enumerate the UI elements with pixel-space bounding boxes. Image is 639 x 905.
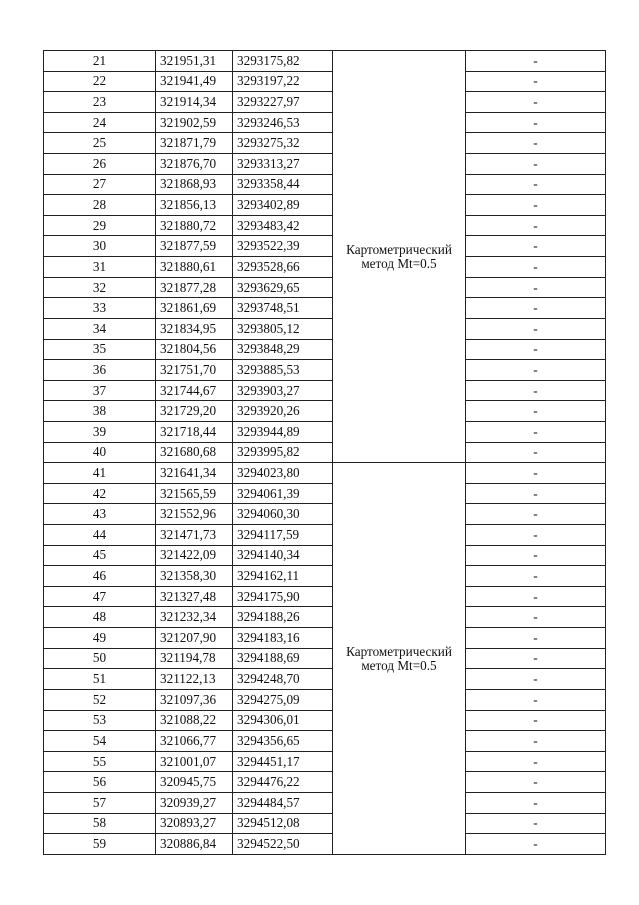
point-number-cell: 36 bbox=[44, 360, 156, 381]
y-coordinate-cell: 3294061,39 bbox=[233, 483, 333, 504]
table-row bbox=[44, 648, 606, 669]
x-coordinate-cell: 321422,09 bbox=[156, 545, 233, 566]
x-coordinate-cell: 321941,49 bbox=[156, 71, 233, 92]
point-number-cell: 33 bbox=[44, 298, 156, 319]
point-number-cell: 49 bbox=[44, 628, 156, 649]
y-coordinate-cell: 3294188,69 bbox=[233, 648, 333, 669]
note-cell: - bbox=[466, 71, 606, 92]
table-row bbox=[44, 195, 606, 216]
table-row bbox=[44, 380, 606, 401]
point-number-cell: 54 bbox=[44, 731, 156, 752]
x-coordinate-cell: 321751,70 bbox=[156, 360, 233, 381]
note-cell: - bbox=[466, 215, 606, 236]
note-cell: - bbox=[466, 586, 606, 607]
table-row bbox=[44, 669, 606, 690]
point-number-cell: 39 bbox=[44, 421, 156, 442]
note-cell: - bbox=[466, 51, 606, 72]
note-cell: - bbox=[466, 360, 606, 381]
point-number-cell: 41 bbox=[44, 463, 156, 484]
note-cell: - bbox=[466, 772, 606, 793]
note-cell: - bbox=[466, 607, 606, 628]
x-coordinate-cell: 321327,48 bbox=[156, 586, 233, 607]
point-number-cell: 35 bbox=[44, 339, 156, 360]
x-coordinate-cell: 321641,34 bbox=[156, 463, 233, 484]
table-row bbox=[44, 834, 606, 855]
x-coordinate-cell: 321194,78 bbox=[156, 648, 233, 669]
table-row bbox=[44, 51, 606, 72]
y-coordinate-cell: 3293358,44 bbox=[233, 174, 333, 195]
point-number-cell: 50 bbox=[44, 648, 156, 669]
point-number-cell: 52 bbox=[44, 689, 156, 710]
table-row bbox=[44, 360, 606, 381]
note-cell: - bbox=[466, 92, 606, 113]
measurement-method-cell: Картометрический метод Mt=0.5 bbox=[333, 51, 466, 463]
x-coordinate-cell: 321834,95 bbox=[156, 318, 233, 339]
point-number-cell: 47 bbox=[44, 586, 156, 607]
point-number-cell: 57 bbox=[44, 792, 156, 813]
point-number-cell: 40 bbox=[44, 442, 156, 463]
y-coordinate-cell: 3293402,89 bbox=[233, 195, 333, 216]
point-number-cell: 24 bbox=[44, 112, 156, 133]
y-coordinate-cell: 3293885,53 bbox=[233, 360, 333, 381]
x-coordinate-cell: 320939,27 bbox=[156, 792, 233, 813]
note-cell: - bbox=[466, 525, 606, 546]
x-coordinate-cell: 321552,96 bbox=[156, 504, 233, 525]
point-number-cell: 55 bbox=[44, 751, 156, 772]
point-number-cell: 23 bbox=[44, 92, 156, 113]
note-cell: - bbox=[466, 504, 606, 525]
table-row bbox=[44, 92, 606, 113]
point-number-cell: 30 bbox=[44, 236, 156, 257]
y-coordinate-cell: 3293903,27 bbox=[233, 380, 333, 401]
table-row bbox=[44, 628, 606, 649]
y-coordinate-cell: 3293246,53 bbox=[233, 112, 333, 133]
note-cell: - bbox=[466, 257, 606, 278]
x-coordinate-cell: 321876,70 bbox=[156, 154, 233, 175]
note-cell: - bbox=[466, 751, 606, 772]
note-cell: - bbox=[466, 195, 606, 216]
coordinates-table bbox=[43, 50, 606, 855]
point-number-cell: 28 bbox=[44, 195, 156, 216]
table-row bbox=[44, 318, 606, 339]
point-number-cell: 37 bbox=[44, 380, 156, 401]
note-cell: - bbox=[466, 813, 606, 834]
note-cell: - bbox=[466, 318, 606, 339]
y-coordinate-cell: 3293522,39 bbox=[233, 236, 333, 257]
note-cell: - bbox=[466, 112, 606, 133]
y-coordinate-cell: 3294451,17 bbox=[233, 751, 333, 772]
table-row bbox=[44, 813, 606, 834]
table-row bbox=[44, 421, 606, 442]
note-cell: - bbox=[466, 545, 606, 566]
point-number-cell: 29 bbox=[44, 215, 156, 236]
table-row bbox=[44, 71, 606, 92]
note-cell: - bbox=[466, 421, 606, 442]
point-number-cell: 26 bbox=[44, 154, 156, 175]
point-number-cell: 46 bbox=[44, 566, 156, 587]
point-number-cell: 59 bbox=[44, 834, 156, 855]
note-cell: - bbox=[466, 298, 606, 319]
note-cell: - bbox=[466, 401, 606, 422]
x-coordinate-cell: 321358,30 bbox=[156, 566, 233, 587]
table-row bbox=[44, 401, 606, 422]
coordinates-table-body bbox=[44, 51, 606, 855]
point-number-cell: 21 bbox=[44, 51, 156, 72]
point-number-cell: 58 bbox=[44, 813, 156, 834]
y-coordinate-cell: 3294060,30 bbox=[233, 504, 333, 525]
table-row bbox=[44, 731, 606, 752]
measurement-method-cell: Картометрический метод Mt=0.5 bbox=[333, 463, 466, 855]
x-coordinate-cell: 320893,27 bbox=[156, 813, 233, 834]
note-cell: - bbox=[466, 442, 606, 463]
y-coordinate-cell: 3294356,65 bbox=[233, 731, 333, 752]
table-row bbox=[44, 689, 606, 710]
x-coordinate-cell: 321856,13 bbox=[156, 195, 233, 216]
y-coordinate-cell: 3294117,59 bbox=[233, 525, 333, 546]
x-coordinate-cell: 320945,75 bbox=[156, 772, 233, 793]
point-number-cell: 34 bbox=[44, 318, 156, 339]
y-coordinate-cell: 3294275,09 bbox=[233, 689, 333, 710]
y-coordinate-cell: 3293805,12 bbox=[233, 318, 333, 339]
table-row bbox=[44, 257, 606, 278]
y-coordinate-cell: 3293275,32 bbox=[233, 133, 333, 154]
y-coordinate-cell: 3293528,66 bbox=[233, 257, 333, 278]
table-row bbox=[44, 298, 606, 319]
table-row bbox=[44, 710, 606, 731]
table-row bbox=[44, 792, 606, 813]
note-cell: - bbox=[466, 483, 606, 504]
x-coordinate-cell: 320886,84 bbox=[156, 834, 233, 855]
point-number-cell: 44 bbox=[44, 525, 156, 546]
point-number-cell: 53 bbox=[44, 710, 156, 731]
table-row bbox=[44, 483, 606, 504]
table-row bbox=[44, 545, 606, 566]
table-row bbox=[44, 174, 606, 195]
y-coordinate-cell: 3294140,34 bbox=[233, 545, 333, 566]
y-coordinate-cell: 3293995,82 bbox=[233, 442, 333, 463]
table-row bbox=[44, 525, 606, 546]
y-coordinate-cell: 3294188,26 bbox=[233, 607, 333, 628]
x-coordinate-cell: 321902,59 bbox=[156, 112, 233, 133]
x-coordinate-cell: 321122,13 bbox=[156, 669, 233, 690]
note-cell: - bbox=[466, 277, 606, 298]
y-coordinate-cell: 3294476,22 bbox=[233, 772, 333, 793]
y-coordinate-cell: 3294175,90 bbox=[233, 586, 333, 607]
x-coordinate-cell: 321097,36 bbox=[156, 689, 233, 710]
x-coordinate-cell: 321088,22 bbox=[156, 710, 233, 731]
y-coordinate-cell: 3294023,80 bbox=[233, 463, 333, 484]
note-cell: - bbox=[466, 236, 606, 257]
y-coordinate-cell: 3293848,29 bbox=[233, 339, 333, 360]
table-row bbox=[44, 504, 606, 525]
x-coordinate-cell: 321680,68 bbox=[156, 442, 233, 463]
y-coordinate-cell: 3293197,22 bbox=[233, 71, 333, 92]
point-number-cell: 48 bbox=[44, 607, 156, 628]
note-cell: - bbox=[466, 133, 606, 154]
x-coordinate-cell: 321565,59 bbox=[156, 483, 233, 504]
x-coordinate-cell: 321718,44 bbox=[156, 421, 233, 442]
point-number-cell: 22 bbox=[44, 71, 156, 92]
note-cell: - bbox=[466, 154, 606, 175]
y-coordinate-cell: 3293313,27 bbox=[233, 154, 333, 175]
point-number-cell: 27 bbox=[44, 174, 156, 195]
y-coordinate-cell: 3294522,50 bbox=[233, 834, 333, 855]
note-cell: - bbox=[466, 731, 606, 752]
note-cell: - bbox=[466, 380, 606, 401]
x-coordinate-cell: 321001,07 bbox=[156, 751, 233, 772]
y-coordinate-cell: 3293944,89 bbox=[233, 421, 333, 442]
table-row bbox=[44, 751, 606, 772]
x-coordinate-cell: 321207,90 bbox=[156, 628, 233, 649]
note-cell: - bbox=[466, 792, 606, 813]
x-coordinate-cell: 321951,31 bbox=[156, 51, 233, 72]
y-coordinate-cell: 3293920,26 bbox=[233, 401, 333, 422]
point-number-cell: 45 bbox=[44, 545, 156, 566]
x-coordinate-cell: 321880,72 bbox=[156, 215, 233, 236]
note-cell: - bbox=[466, 566, 606, 587]
point-number-cell: 32 bbox=[44, 277, 156, 298]
table-row bbox=[44, 463, 606, 484]
y-coordinate-cell: 3293483,42 bbox=[233, 215, 333, 236]
x-coordinate-cell: 321471,73 bbox=[156, 525, 233, 546]
x-coordinate-cell: 321744,67 bbox=[156, 380, 233, 401]
point-number-cell: 31 bbox=[44, 257, 156, 278]
note-cell: - bbox=[466, 174, 606, 195]
point-number-cell: 43 bbox=[44, 504, 156, 525]
y-coordinate-cell: 3294512,08 bbox=[233, 813, 333, 834]
y-coordinate-cell: 3293748,51 bbox=[233, 298, 333, 319]
table-row bbox=[44, 586, 606, 607]
table-row bbox=[44, 566, 606, 587]
point-number-cell: 51 bbox=[44, 669, 156, 690]
table-row bbox=[44, 133, 606, 154]
point-number-cell: 38 bbox=[44, 401, 156, 422]
table-row bbox=[44, 112, 606, 133]
y-coordinate-cell: 3294183,16 bbox=[233, 628, 333, 649]
table-row bbox=[44, 236, 606, 257]
x-coordinate-cell: 321880,61 bbox=[156, 257, 233, 278]
note-cell: - bbox=[466, 834, 606, 855]
y-coordinate-cell: 3294484,57 bbox=[233, 792, 333, 813]
y-coordinate-cell: 3294306,01 bbox=[233, 710, 333, 731]
table-row bbox=[44, 154, 606, 175]
x-coordinate-cell: 321729,20 bbox=[156, 401, 233, 422]
note-cell: - bbox=[466, 339, 606, 360]
table-row bbox=[44, 339, 606, 360]
y-coordinate-cell: 3294248,70 bbox=[233, 669, 333, 690]
table-row bbox=[44, 772, 606, 793]
x-coordinate-cell: 321232,34 bbox=[156, 607, 233, 628]
point-number-cell: 25 bbox=[44, 133, 156, 154]
x-coordinate-cell: 321877,59 bbox=[156, 236, 233, 257]
note-cell: - bbox=[466, 463, 606, 484]
note-cell: - bbox=[466, 669, 606, 690]
table-row bbox=[44, 607, 606, 628]
x-coordinate-cell: 321868,93 bbox=[156, 174, 233, 195]
x-coordinate-cell: 321861,69 bbox=[156, 298, 233, 319]
x-coordinate-cell: 321066,77 bbox=[156, 731, 233, 752]
y-coordinate-cell: 3293629,65 bbox=[233, 277, 333, 298]
x-coordinate-cell: 321871,79 bbox=[156, 133, 233, 154]
note-cell: - bbox=[466, 628, 606, 649]
table-row bbox=[44, 277, 606, 298]
table-row bbox=[44, 215, 606, 236]
y-coordinate-cell: 3293227,97 bbox=[233, 92, 333, 113]
point-number-cell: 42 bbox=[44, 483, 156, 504]
x-coordinate-cell: 321877,28 bbox=[156, 277, 233, 298]
y-coordinate-cell: 3294162,11 bbox=[233, 566, 333, 587]
coordinates-sheet bbox=[43, 50, 605, 855]
x-coordinate-cell: 321914,34 bbox=[156, 92, 233, 113]
table-row bbox=[44, 442, 606, 463]
note-cell: - bbox=[466, 648, 606, 669]
x-coordinate-cell: 321804,56 bbox=[156, 339, 233, 360]
y-coordinate-cell: 3293175,82 bbox=[233, 51, 333, 72]
point-number-cell: 56 bbox=[44, 772, 156, 793]
note-cell: - bbox=[466, 710, 606, 731]
note-cell: - bbox=[466, 689, 606, 710]
